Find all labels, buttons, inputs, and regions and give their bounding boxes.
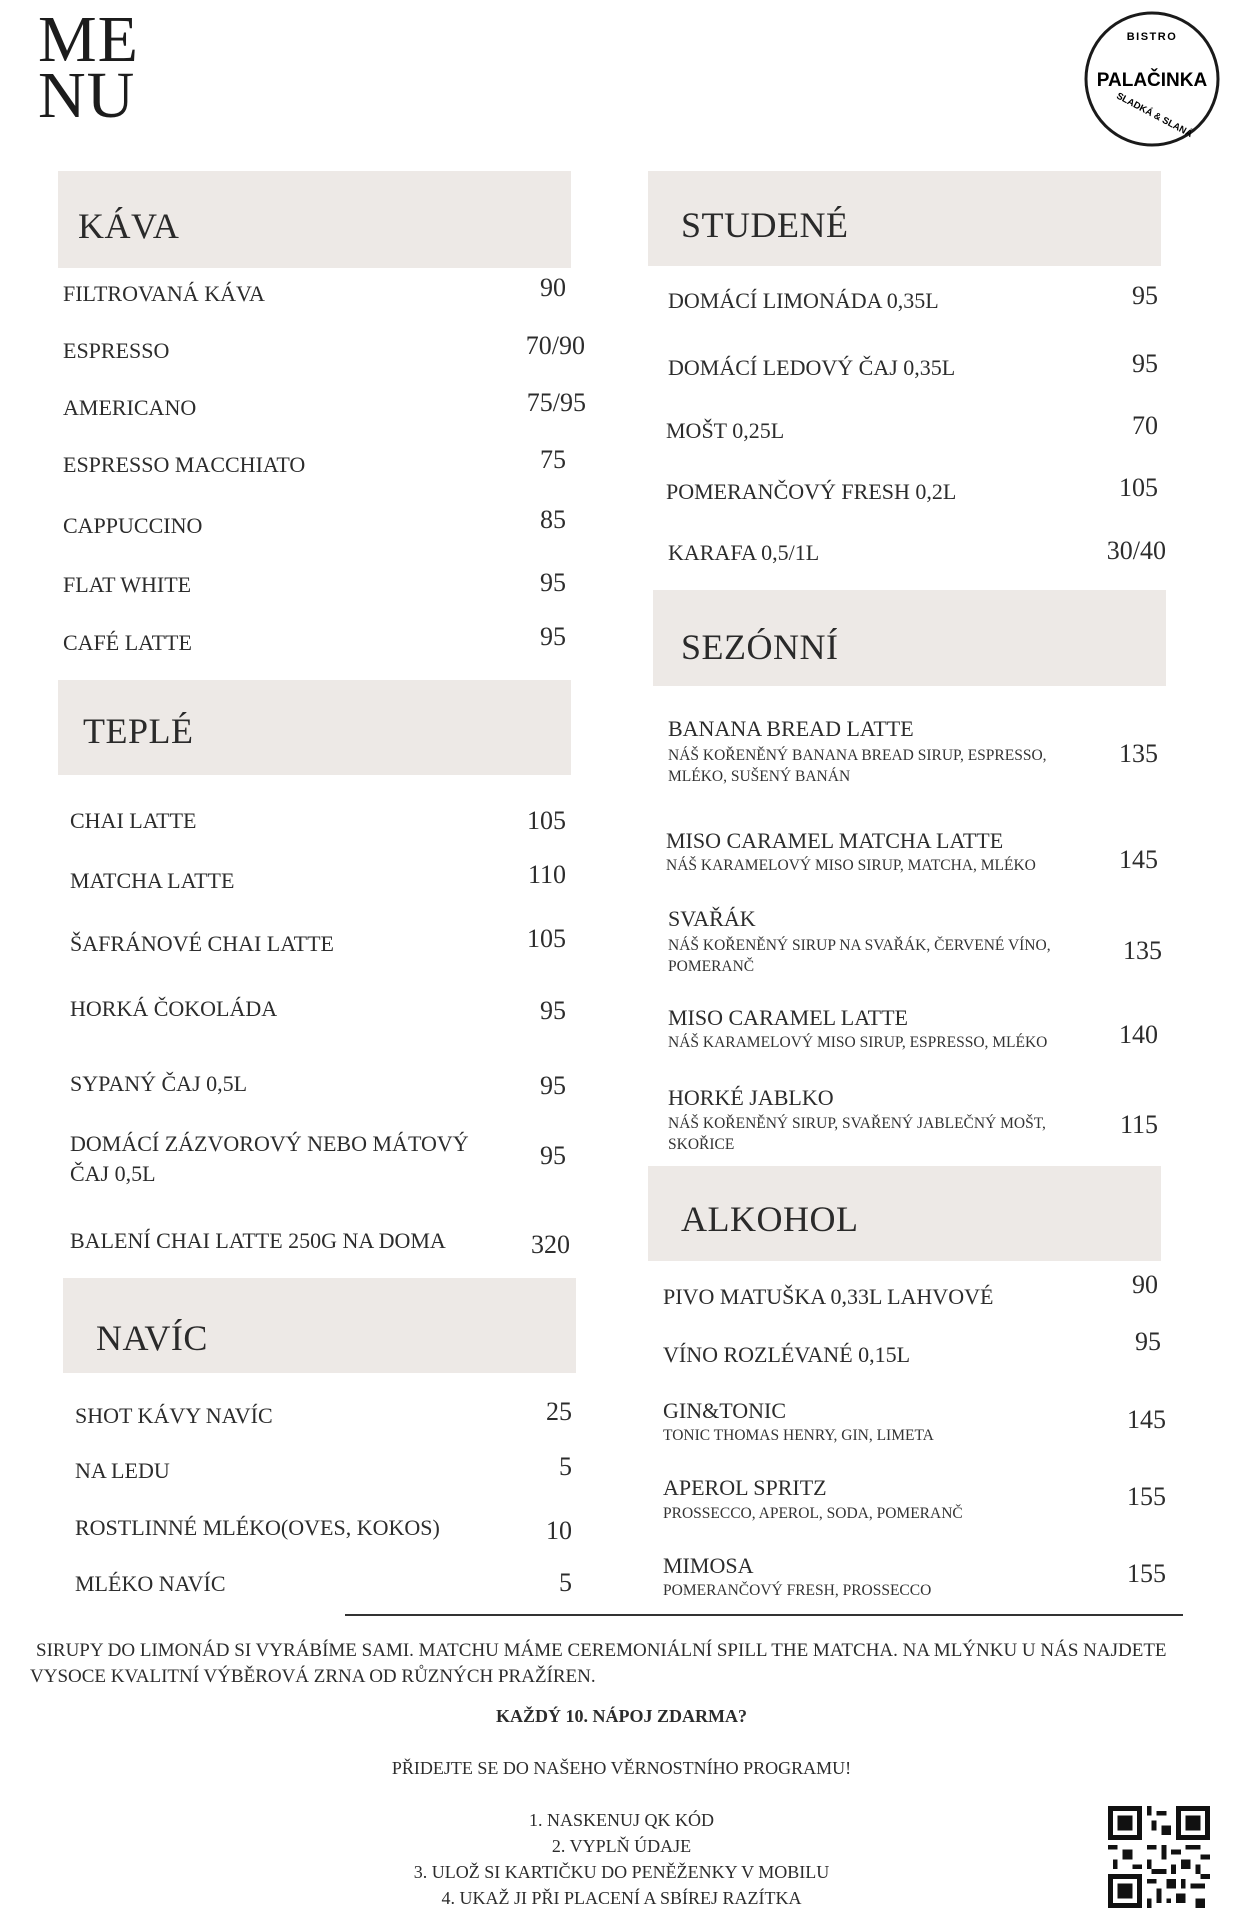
item-price: 155: [1127, 1559, 1166, 1588]
item-price: 75/95: [526, 388, 586, 417]
desc-line: NÁŠ KARAMELOVÝ MISO SIRUP, ESPRESSO, MLÉKO: [668, 1034, 1048, 1051]
footer-note-line2: VYSOCE KVALITNÍ VÝBĚROVÁ ZRNA OD RŮZNÝCH PRAŽÍREN.: [30, 1666, 596, 1687]
section-title-studene: STUDENÉ: [681, 205, 849, 245]
item-name: MLÉKO NAVÍC: [75, 1571, 226, 1596]
section-title-teple: TEPLÉ: [83, 711, 194, 751]
item-price: 140: [1119, 1020, 1158, 1049]
menu-title-line2: NU: [38, 59, 136, 132]
divider: [345, 1614, 655, 1616]
item-description: TONIC THOMAS HENRY, GIN, LIMETA: [663, 1427, 934, 1444]
item-name: DOMÁCÍ ZÁZVOROVÝ NEBO MÁTOVÝ: [70, 1131, 469, 1156]
item-name: ESPRESSO MACCHIATO: [63, 452, 306, 477]
item-price: 90: [1132, 1270, 1158, 1299]
item-description: [668, 1032, 1047, 1053]
item-name: SVAŘÁK: [668, 906, 756, 931]
item-name: DOMÁCÍ LIMONÁDA 0,35L: [668, 288, 939, 313]
section-title-alkohol: ALKOHOL: [681, 1199, 859, 1239]
item-price: 105: [527, 806, 566, 835]
item-description: [668, 1113, 1046, 1155]
item-name: GIN&TONIC: [663, 1398, 787, 1423]
item-name: MATCHA LATTE: [70, 868, 235, 893]
item-description: [666, 855, 1036, 876]
item-name: KARAFA 0,5/1L: [668, 540, 820, 565]
item-description: POMERANČOVÝ FRESH, PROSSECCO: [663, 1582, 932, 1599]
item-price: 105: [527, 924, 566, 953]
item-price: 5: [559, 1568, 572, 1597]
item-name: FILTROVANÁ KÁVA: [63, 281, 265, 306]
item-price: 95: [1132, 349, 1158, 378]
menu-title: [38, 3, 139, 132]
desc-line: NÁŠ KOŘENĚNÝ SIRUP NA SVAŘÁK, ČERVENÉ VÍNO,: [668, 937, 1051, 954]
section-header-kava: [58, 171, 571, 268]
item-name: BANANA BREAD LATTE: [668, 716, 914, 741]
footer-note-line1: SIRUPY DO LIMONÁD SI VYRÁBÍME SAMI. MATCHU MÁME CEREMONIÁLNÍ SPILL THE MATCHA. NA MLÝNKU U NÁS NAJDETE: [36, 1640, 1167, 1661]
item-price: 95: [540, 622, 566, 651]
item-price: 115: [1119, 1110, 1158, 1139]
item-price: 320: [531, 1230, 570, 1259]
item-name: HORKÉ JABLKO: [668, 1085, 834, 1110]
logo-name: PALAČINKA: [1096, 70, 1208, 91]
item-price: 95: [1132, 281, 1158, 310]
section-header-sezonni: [653, 590, 1166, 686]
section-title-kava: KÁVA: [78, 206, 180, 246]
item-price: 95: [540, 1141, 566, 1170]
item-name: SYPANÝ ČAJ 0,5L: [70, 1071, 248, 1096]
loyalty-step: 4. UKAŽ JI PŘI PLACENÍ A SBÍREJ RAZÍTKA: [441, 1888, 802, 1908]
section-title-sezonni: SEZÓNNÍ: [681, 627, 839, 667]
desc-line: NÁŠ KOŘENĚNÝ SIRUP, SVAŘENÝ JABLEČNÝ MOŠT,: [668, 1115, 1046, 1132]
item-price: 85: [540, 505, 566, 534]
item-name: CAFÉ LATTE: [63, 630, 192, 655]
item-price: 30/40: [1106, 536, 1166, 565]
item-name: MISO CARAMEL MATCHA LATTE: [666, 828, 1004, 853]
desc-line: SKOŘICE: [668, 1136, 735, 1153]
item-price: 10: [546, 1516, 572, 1545]
desc-line: MLÉKO, SUŠENÝ BANÁN: [668, 768, 851, 785]
section-header-studene: [648, 171, 1161, 266]
item-price: 90: [540, 273, 566, 302]
item-name: CAPPUCCINO: [63, 513, 203, 538]
loyalty-step: 1. NASKENUJ QK KÓD: [528, 1810, 714, 1830]
item-price: 105: [1119, 473, 1158, 502]
item-name: DOMÁCÍ LEDOVÝ ČAJ 0,35L: [668, 355, 956, 380]
divider: [655, 1614, 1183, 1616]
desc-line: NÁŠ KARAMELOVÝ MISO SIRUP, MATCHA, MLÉKO: [666, 857, 1036, 874]
item-price: 70/90: [525, 331, 585, 360]
item-price: 5: [559, 1452, 572, 1481]
item-price: 75: [540, 445, 566, 474]
section-header-navic: [63, 1278, 576, 1373]
item-name: HORKÁ ČOKOLÁDA: [70, 996, 278, 1021]
item-name: POMERANČOVÝ FRESH 0,2L: [666, 479, 957, 504]
loyalty-step: 2. VYPLŇ ÚDAJE: [551, 1836, 692, 1856]
bistro-logo: [1083, 10, 1221, 148]
item-price: 145: [1127, 1405, 1166, 1434]
promo-heading: KAŽDÝ 10. NÁPOJ ZDARMA?: [496, 1706, 747, 1726]
item-price: 95: [540, 568, 566, 597]
item-name: APEROL SPRITZ: [663, 1475, 827, 1500]
item-name: MOŠT 0,25L: [666, 418, 785, 443]
menu-title-line1: ME: [38, 3, 139, 76]
item-price: 25: [546, 1397, 572, 1426]
item-price: 70: [1132, 411, 1158, 440]
item-description: [668, 745, 1047, 787]
item-name: ESPRESSO: [63, 338, 170, 363]
item-name: PIVO MATUŠKA 0,33L LAHVOVÉ: [663, 1284, 994, 1309]
item-price: 155: [1127, 1482, 1166, 1511]
section-title-navic: NAVÍC: [96, 1318, 208, 1358]
loyalty-join-text: PŘIDEJTE SE DO NAŠEHO VĚRNOSTNÍHO PROGRAMU!: [391, 1758, 852, 1778]
item-name: CHAI LATTE: [70, 808, 197, 833]
item-name: MISO CARAMEL LATTE: [668, 1005, 908, 1030]
item-description: PROSSECCO, APEROL, SODA, POMERANČ: [663, 1505, 963, 1522]
item-price: 145: [1119, 845, 1158, 874]
item-price: 135: [1119, 739, 1158, 768]
desc-line: NÁŠ KOŘENĚNÝ BANANA BREAD SIRUP, ESPRESSO,: [668, 747, 1047, 764]
item-name: BALENÍ CHAI LATTE 250G NA DOMA: [70, 1228, 446, 1253]
item-price: 95: [540, 996, 566, 1025]
item-name: FLAT WHITE: [63, 572, 192, 597]
item-name: MIMOSA: [663, 1553, 754, 1578]
logo-top-text: BISTRO: [1126, 31, 1178, 43]
qr-code-icon[interactable]: [1108, 1806, 1210, 1908]
section-header-teple: [58, 680, 571, 775]
item-price: 135: [1123, 936, 1162, 965]
item-name: NA LEDU: [75, 1458, 170, 1483]
item-name: ŠAFRÁNOVÉ CHAI LATTE: [70, 931, 334, 956]
item-price: 110: [527, 860, 566, 889]
desc-line: POMERANČ: [668, 958, 755, 975]
item-name: AMERICANO: [63, 395, 197, 420]
item-price: 95: [540, 1071, 566, 1100]
section-header-alkohol: [648, 1166, 1161, 1261]
item-name-line2: ČAJ 0,5L: [70, 1161, 156, 1186]
item-name: ROSTLINNÉ MLÉKO(OVES, KOKOS): [75, 1515, 440, 1540]
item-price: 95: [1135, 1327, 1161, 1356]
item-name: VÍNO ROZLÉVANÉ 0,15L: [663, 1342, 911, 1367]
item-description: [668, 935, 1051, 977]
item-name: SHOT KÁVY NAVÍC: [75, 1403, 273, 1428]
loyalty-step: 3. ULOŽ SI KARTIČKU DO PENĚŽENKY V MOBILU: [413, 1862, 830, 1882]
logo-bottom-text: SLADKÁ & SLANÁ: [1114, 90, 1195, 141]
